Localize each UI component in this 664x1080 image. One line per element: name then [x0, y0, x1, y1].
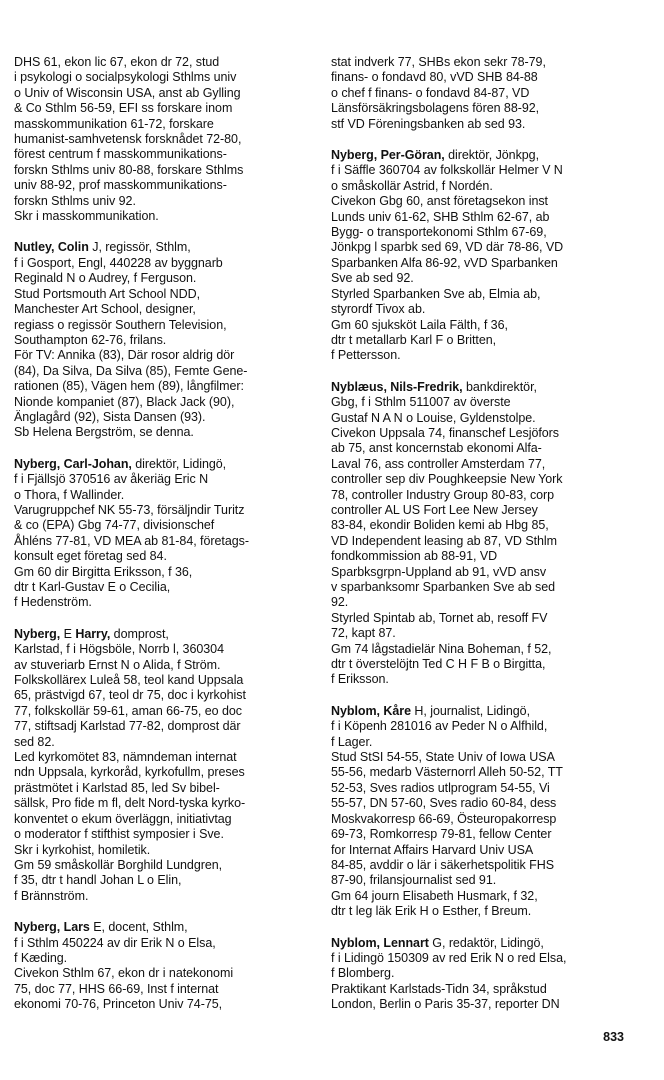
entry-line	[14, 688, 316, 703]
entry-line	[14, 302, 316, 317]
entry-text: Southampton 62-76, frilans.	[14, 332, 167, 347]
entry-text: rationen (85), Vägen hem (89), långfilmer:	[14, 379, 244, 394]
entry-line	[14, 997, 316, 1012]
entry-line	[331, 858, 627, 873]
entry-line	[14, 951, 316, 966]
entry-line	[14, 966, 316, 981]
page-number: 833	[603, 1030, 624, 1044]
entry-line	[331, 70, 627, 85]
entry-line	[14, 765, 316, 780]
entry-line	[14, 318, 316, 333]
entry-text: H, journalist, Lidingö,	[410, 703, 530, 718]
entry-line	[331, 565, 627, 580]
entry-line	[14, 86, 316, 101]
entry-text: o chef f finans- o fondavd 84-87, VD	[331, 85, 530, 100]
entry-text: forskn Sthlms univ 80-88, forskare Sthlms	[14, 162, 244, 177]
entry-line	[14, 333, 316, 348]
entry-line	[331, 997, 627, 1012]
entry-text: f i Köpenh 281016 av Peder N o Alfhild,	[331, 719, 548, 734]
entry-text: förest centrum f masskommunikations-	[14, 147, 227, 162]
entry-line	[331, 812, 627, 827]
entry-line	[331, 611, 627, 626]
entry-text: Civekon Uppsala 74, finanschef Lesjöfors	[331, 425, 559, 440]
entry-text: Folkskollärex Luleå 58, teol kand Uppsala	[14, 673, 244, 688]
entry-nyberg-harry	[14, 627, 316, 904]
entry-line	[331, 380, 627, 395]
entry-text: i psykologi o socialpsykologi Sthlms univ	[14, 70, 237, 85]
entry-text: Sve ab sed 92.	[331, 271, 414, 286]
entry-nyblom-lennart	[331, 936, 627, 1013]
entry-text: 87-90, frilansjournalist sed 91.	[331, 873, 497, 888]
entry-text: 83-84, ekondir Boliden kemi ab Hbg 85,	[331, 518, 549, 533]
entry-line	[14, 132, 316, 147]
entry-text: prästmötet i Karlstad 85, led Sv bibel-	[14, 780, 220, 795]
entry-line	[14, 101, 316, 116]
entry-line	[14, 827, 316, 842]
entry-line	[14, 70, 316, 85]
entry-line	[331, 457, 627, 472]
entry-text: 75, doc 77, HHS 66-69, Inst f internat	[14, 981, 219, 996]
entry-text: 69-73, Romkorresp 79-81, fellow Center	[331, 827, 552, 842]
entry-text: E	[60, 626, 76, 641]
entry-text: f Lager.	[331, 734, 373, 749]
left-column	[14, 55, 316, 1029]
entry-text: Skr i masskommunikation.	[14, 209, 159, 224]
entry-line	[331, 117, 627, 132]
entry-cont	[14, 55, 316, 224]
entry-text: f 35, dtr t handl Johan L o Elin,	[14, 873, 182, 888]
entry-line	[331, 951, 627, 966]
entry-line	[14, 163, 316, 178]
entry-text: f i Säffle 360704 av folkskollär Helmer V N	[331, 163, 563, 178]
entry-text: f Pettersson.	[331, 348, 401, 363]
entry-text: bankdirektör,	[462, 379, 537, 394]
entry-line	[331, 796, 627, 811]
entry-text: f Eriksson.	[331, 672, 389, 687]
entry-line	[331, 179, 627, 194]
entry-line	[14, 178, 316, 193]
entry-line	[331, 873, 627, 888]
entry-text: Gm 74 lågstadielär Nina Boheman, f 52,	[331, 641, 552, 656]
entry-nyberg-carl-johan	[14, 457, 316, 611]
entry-text: Karlstad, f i Högsböle, Norrb l, 360304	[14, 642, 224, 657]
entry-line	[331, 271, 627, 286]
entry-line	[331, 86, 627, 101]
entry-text: Gm 60 dir Birgitta Eriksson, f 36,	[14, 564, 193, 579]
entry-line	[331, 101, 627, 116]
entry-line	[14, 534, 316, 549]
entry-text: 65, prästvigd 67, teol dr 75, doc i kyrkohist	[14, 688, 246, 703]
entry-line	[331, 240, 627, 255]
entry-text: & Co Sthlm 56-59, EFI ss forskare inom	[14, 101, 233, 116]
entry-name: Nyberg,	[14, 626, 61, 641]
entry-text: dtr t metallarb Karl F o Britten,	[331, 332, 497, 347]
entry-line	[331, 750, 627, 765]
entry-text: f Kæding.	[14, 950, 68, 965]
entry-line	[331, 936, 627, 951]
entry-text: Skr i kyrkohist, homiletik.	[14, 842, 151, 857]
entry-line	[331, 642, 627, 657]
entry-text: masskommunikation 61-72, forskare	[14, 116, 214, 131]
entry-line	[331, 966, 627, 981]
entry-line	[331, 426, 627, 441]
entry-line	[14, 796, 316, 811]
entry-name: Nyblom, Kåre	[331, 703, 411, 718]
entry-text: f Brännström.	[14, 888, 89, 903]
entry-line	[14, 642, 316, 657]
entry-line	[14, 549, 316, 564]
entry-text: dtr t leg läk Erik H o Esther, f Breum.	[331, 904, 532, 919]
entry-line	[14, 595, 316, 610]
entry-text: direktör, Lidingö,	[131, 456, 227, 471]
entry-line	[331, 256, 627, 271]
entry-line	[331, 210, 627, 225]
entry-text: VD Independent leasing ab 87, VD Sthlm	[331, 533, 558, 548]
entry-line	[331, 488, 627, 503]
entry-line	[14, 580, 316, 595]
entry-line	[14, 240, 316, 255]
entry-line	[331, 194, 627, 209]
entry-line	[14, 194, 316, 209]
entry-text: v sparbanksomr Sparbanken Sve ab sed	[331, 580, 556, 594]
entry-text: Laval 76, ass controller Amsterdam 77,	[331, 456, 546, 471]
entry-text: o småskollär Astrid, f Nordén.	[331, 178, 493, 193]
entry-text: Gbg, f i Sthlm 511007 av överste	[331, 395, 511, 410]
entry-line	[14, 920, 316, 935]
entry-line	[331, 657, 627, 672]
entry-line	[14, 488, 316, 503]
entry-text: G, redaktör, Lidingö,	[428, 935, 544, 950]
entry-line	[331, 904, 627, 919]
entry-text: 78, controller Industry Group 80-83, corp	[331, 487, 555, 502]
entry-text: styrordf Tivox ab.	[331, 302, 426, 317]
entry-text: o moderator f stifthist symposier i Sve.	[14, 827, 224, 842]
entry-text: fondkommission ab 88-91, VD	[331, 549, 498, 564]
entry-name: Nyblom, Lennart	[331, 935, 429, 950]
entry-name: Nyberg, Per-Göran,	[331, 148, 445, 163]
entry-line	[14, 873, 316, 888]
entry-line	[14, 858, 316, 873]
entry-line	[331, 889, 627, 904]
entry-text: ndn Uppsala, kyrkoråd, kyrkofullm, preses	[14, 765, 245, 780]
entry-line	[331, 518, 627, 533]
entry-text: Stud Portsmouth Art School NDD,	[14, 286, 201, 301]
entry-line	[331, 411, 627, 426]
entry-line	[331, 843, 627, 858]
entry-line	[14, 781, 316, 796]
entry-line	[331, 672, 627, 687]
entry-text: Sparbanken Alfa 86-92, vVD Sparbanken	[331, 255, 558, 270]
entry-text: f Blomberg.	[331, 966, 395, 981]
entry-text: London, Berlin o Paris 35-37, reporter DN	[331, 997, 560, 1012]
entry-line	[14, 425, 316, 440]
entry-text: Moskvakorresp 66-69, Östeuropakorresp	[331, 811, 557, 826]
entry-line	[14, 457, 316, 472]
entry-line	[331, 595, 627, 610]
entry-line	[14, 889, 316, 904]
entry-text: controller sep div Poughkeepsie New York	[331, 472, 563, 487]
entry-line	[14, 719, 316, 734]
entry-text: Styrled Spintab ab, Tornet ab, resoff FV	[331, 610, 548, 625]
entry-line	[331, 163, 627, 178]
entry-text: Varugruppchef NK 55-73, försäljndir Turitz	[14, 502, 245, 517]
entry-line	[14, 55, 316, 70]
entry-line	[331, 225, 627, 240]
entry-line	[331, 735, 627, 750]
entry-name: Harry,	[75, 626, 111, 641]
entry-line	[14, 348, 316, 363]
entry-text: 55-56, medarb Västernorrl Alleh 50-52, TT	[331, 765, 563, 780]
entry-name: Nyberg, Carl-Johan,	[14, 456, 132, 471]
entry-cont-right	[331, 55, 627, 132]
entry-line	[331, 549, 627, 564]
entry-text: f Hedenström.	[14, 595, 92, 610]
entry-line	[14, 750, 316, 765]
entry-nutley-colin	[14, 240, 316, 440]
entry-name: Nyblæus, Nils-Fredrik,	[331, 379, 463, 394]
entry-line	[14, 117, 316, 132]
entry-name: Nutley, Colin	[14, 240, 89, 255]
entry-text: DHS 61, ekon lic 67, ekon dr 72, stud	[14, 55, 220, 69]
entry-line	[14, 256, 316, 271]
entry-text: J, regissör, Sthlm,	[88, 240, 191, 255]
entry-line	[331, 982, 627, 997]
entry-line	[331, 503, 627, 518]
entry-text: sed 82.	[14, 734, 55, 749]
entry-text: Länsförsäkringsbolagens fören 88-92,	[331, 101, 540, 116]
entry-line	[331, 287, 627, 302]
entry-line	[14, 287, 316, 302]
entry-line	[331, 302, 627, 317]
entry-line	[331, 765, 627, 780]
entry-line	[331, 704, 627, 719]
entry-text: & co (EPA) Gbg 74-77, divisionschef	[14, 518, 215, 533]
entry-line	[331, 148, 627, 163]
entry-text: Styrled Sparbanken Sve ab, Elmia ab,	[331, 286, 541, 301]
entry-line	[14, 658, 316, 673]
entry-text: Åhléns 77-81, VD MEA ab 81-84, företags-	[14, 533, 249, 548]
entry-text: av stuveriarb Ernst N o Alida, f Ström.	[14, 657, 221, 672]
entry-line	[331, 333, 627, 348]
entry-line	[331, 395, 627, 410]
entry-line	[14, 503, 316, 518]
entry-line	[14, 704, 316, 719]
entry-line	[14, 565, 316, 580]
entry-text: Civekon Gbg 60, anst företagsekon inst	[331, 194, 548, 209]
entry-line	[331, 348, 627, 363]
entry-text: 77, folkskollär 59-61, aman 66-75, eo doc	[14, 703, 242, 718]
entry-text: o Thora, f Wallinder.	[14, 487, 125, 502]
entry-text: stf VD Föreningsbanken ab sed 93.	[331, 116, 526, 131]
entry-text: o Univ of Wisconsin USA, anst ab Gylling	[14, 85, 241, 100]
entry-text: 77, stiftsadj Karlstad 77-82, domprost där	[14, 719, 241, 734]
entry-text: forskn Sthlms univ 92.	[14, 193, 136, 208]
entry-text: 55-57, DN 57-60, Sves radio 60-84, dess	[331, 796, 557, 811]
entry-text: for Internat Affairs Harvard Univ USA	[331, 842, 534, 857]
entry-text: E, docent, Sthlm,	[89, 920, 188, 935]
entry-text: 52-53, Sves radios utlprogram 54-55, Vi	[331, 780, 550, 795]
entry-text: f i Lidingö 150309 av red Erik N o red Elsa,	[331, 950, 567, 965]
entry-line	[331, 626, 627, 641]
entry-text: (84), Da Silva, Da Silva (85), Femte Gene-	[14, 363, 248, 378]
entry-text: Gustaf N A N o Louise, Gyldenstolpe.	[331, 410, 536, 425]
entry-text: Lunds univ 61-62, SHB Sthlm 62-67, ab	[331, 209, 550, 224]
entry-text: direktör, Jönkpg,	[444, 148, 540, 163]
entry-nyblom-kare	[331, 704, 627, 920]
entry-text: Nionde kompaniet (87), Black Jack (90),	[14, 394, 235, 409]
entry-line	[331, 534, 627, 549]
entry-text: Reginald N o Audrey, f Ferguson.	[14, 271, 197, 286]
entry-line	[14, 379, 316, 394]
entry-line	[331, 55, 627, 70]
entry-text: humanist-samhvetensk forsknådet 72-80,	[14, 132, 242, 147]
entry-text: Sparbksgrpn-Uppland ab 91, vVD ansv	[331, 564, 547, 579]
entry-line	[14, 209, 316, 224]
entry-line	[14, 627, 316, 642]
entry-text: Gm 60 sjuksköt Laila Fälth, f 36,	[331, 317, 508, 332]
entry-text: För TV: Annika (83), Där rosor aldrig dör	[14, 348, 235, 363]
entry-text: Manchester Art School, designer,	[14, 302, 196, 317]
entry-text: Jönkpg l sparbk sed 69, VD där 78-86, VD	[331, 240, 564, 255]
entry-text: konventet o ekum överläggn, initiativtag	[14, 811, 232, 826]
entry-text: dtr t Karl-Gustav E o Cecilia,	[14, 580, 171, 594]
entry-nyblaeus-nils-fredrik	[331, 380, 627, 688]
entry-text: 92.	[331, 595, 349, 610]
entry-line	[14, 735, 316, 750]
entry-line	[14, 518, 316, 533]
entry-name: Nyberg, Lars	[14, 920, 90, 935]
entry-text: domprost,	[110, 626, 169, 641]
entry-nyberg-lars	[14, 920, 316, 1012]
entry-text: ekonomi 70-76, Princeton Univ 74-75,	[14, 997, 223, 1012]
entry-text: controller AL US Fort Lee New Jersey	[331, 502, 538, 517]
entry-line	[14, 410, 316, 425]
entry-line	[14, 364, 316, 379]
entry-text: regiass o regissör Southern Television,	[14, 317, 227, 332]
entry-text: 72, kapt 87.	[331, 626, 396, 641]
entry-line	[331, 441, 627, 456]
entry-text: Stud StSI 54-55, State Univ of Iowa USA	[331, 750, 555, 765]
entry-line	[14, 982, 316, 997]
entry-text: univ 88-92, prof masskommunikations-	[14, 178, 227, 193]
entry-text: Led kyrkomötet 83, nämndeman internat	[14, 750, 237, 765]
entry-text: Sb Helena Bergström, se denna.	[14, 425, 194, 440]
entry-line	[331, 580, 627, 595]
entry-text: f i Fjällsjö 370516 av åkeriäg Eric N	[14, 472, 209, 487]
entry-line	[14, 472, 316, 487]
entry-line	[331, 318, 627, 333]
entry-line	[14, 271, 316, 286]
entry-line	[331, 781, 627, 796]
entry-text: sällsk, Pro fide m fl, delt Nord-tyska kyrko-	[14, 796, 246, 811]
entry-text: 84-85, avddir o lär i säkerhetspolitik FHS	[331, 857, 554, 872]
entry-line	[331, 719, 627, 734]
entry-text: ab 75, anst koncernstab ekonomi Alfa-	[331, 441, 542, 456]
entry-line	[14, 843, 316, 858]
entry-text: finans- o fondavd 80, vVD SHB 84-88	[331, 70, 538, 85]
entry-line	[14, 936, 316, 951]
entry-line	[331, 472, 627, 487]
entry-nyberg-per-goran	[331, 148, 627, 364]
entry-text: konsult eget företag sed 84.	[14, 549, 167, 564]
entry-text: Civekon Sthlm 67, ekon dr i natekonomi	[14, 966, 234, 981]
entry-text: f i Sthlm 450224 av dir Erik N o Elsa,	[14, 935, 216, 950]
entry-text: Änglagård (92), Sista Dansen (93).	[14, 409, 206, 424]
entry-text: Gm 64 journ Elisabeth Husmark, f 32,	[331, 888, 538, 903]
entry-line	[14, 147, 316, 162]
entry-text: Bygg- o transportekonomi Sthlm 67-69,	[331, 225, 547, 240]
entry-text: Praktikant Karlstads-Tidn 34, språkstud	[331, 981, 547, 996]
entry-line	[331, 827, 627, 842]
entry-text: dtr t överstelöjtn Ted C H F B o Birgitta,	[331, 657, 546, 672]
entry-text: stat indverk 77, SHBs ekon sekr 78-79,	[331, 55, 546, 69]
right-column	[331, 55, 627, 1029]
entry-line	[14, 812, 316, 827]
entry-line	[14, 673, 316, 688]
entry-text: Gm 59 småskollär Borghild Lundgren,	[14, 857, 223, 872]
entry-line	[14, 395, 316, 410]
entry-text: f i Gosport, Engl, 440228 av byggnarb	[14, 255, 223, 270]
